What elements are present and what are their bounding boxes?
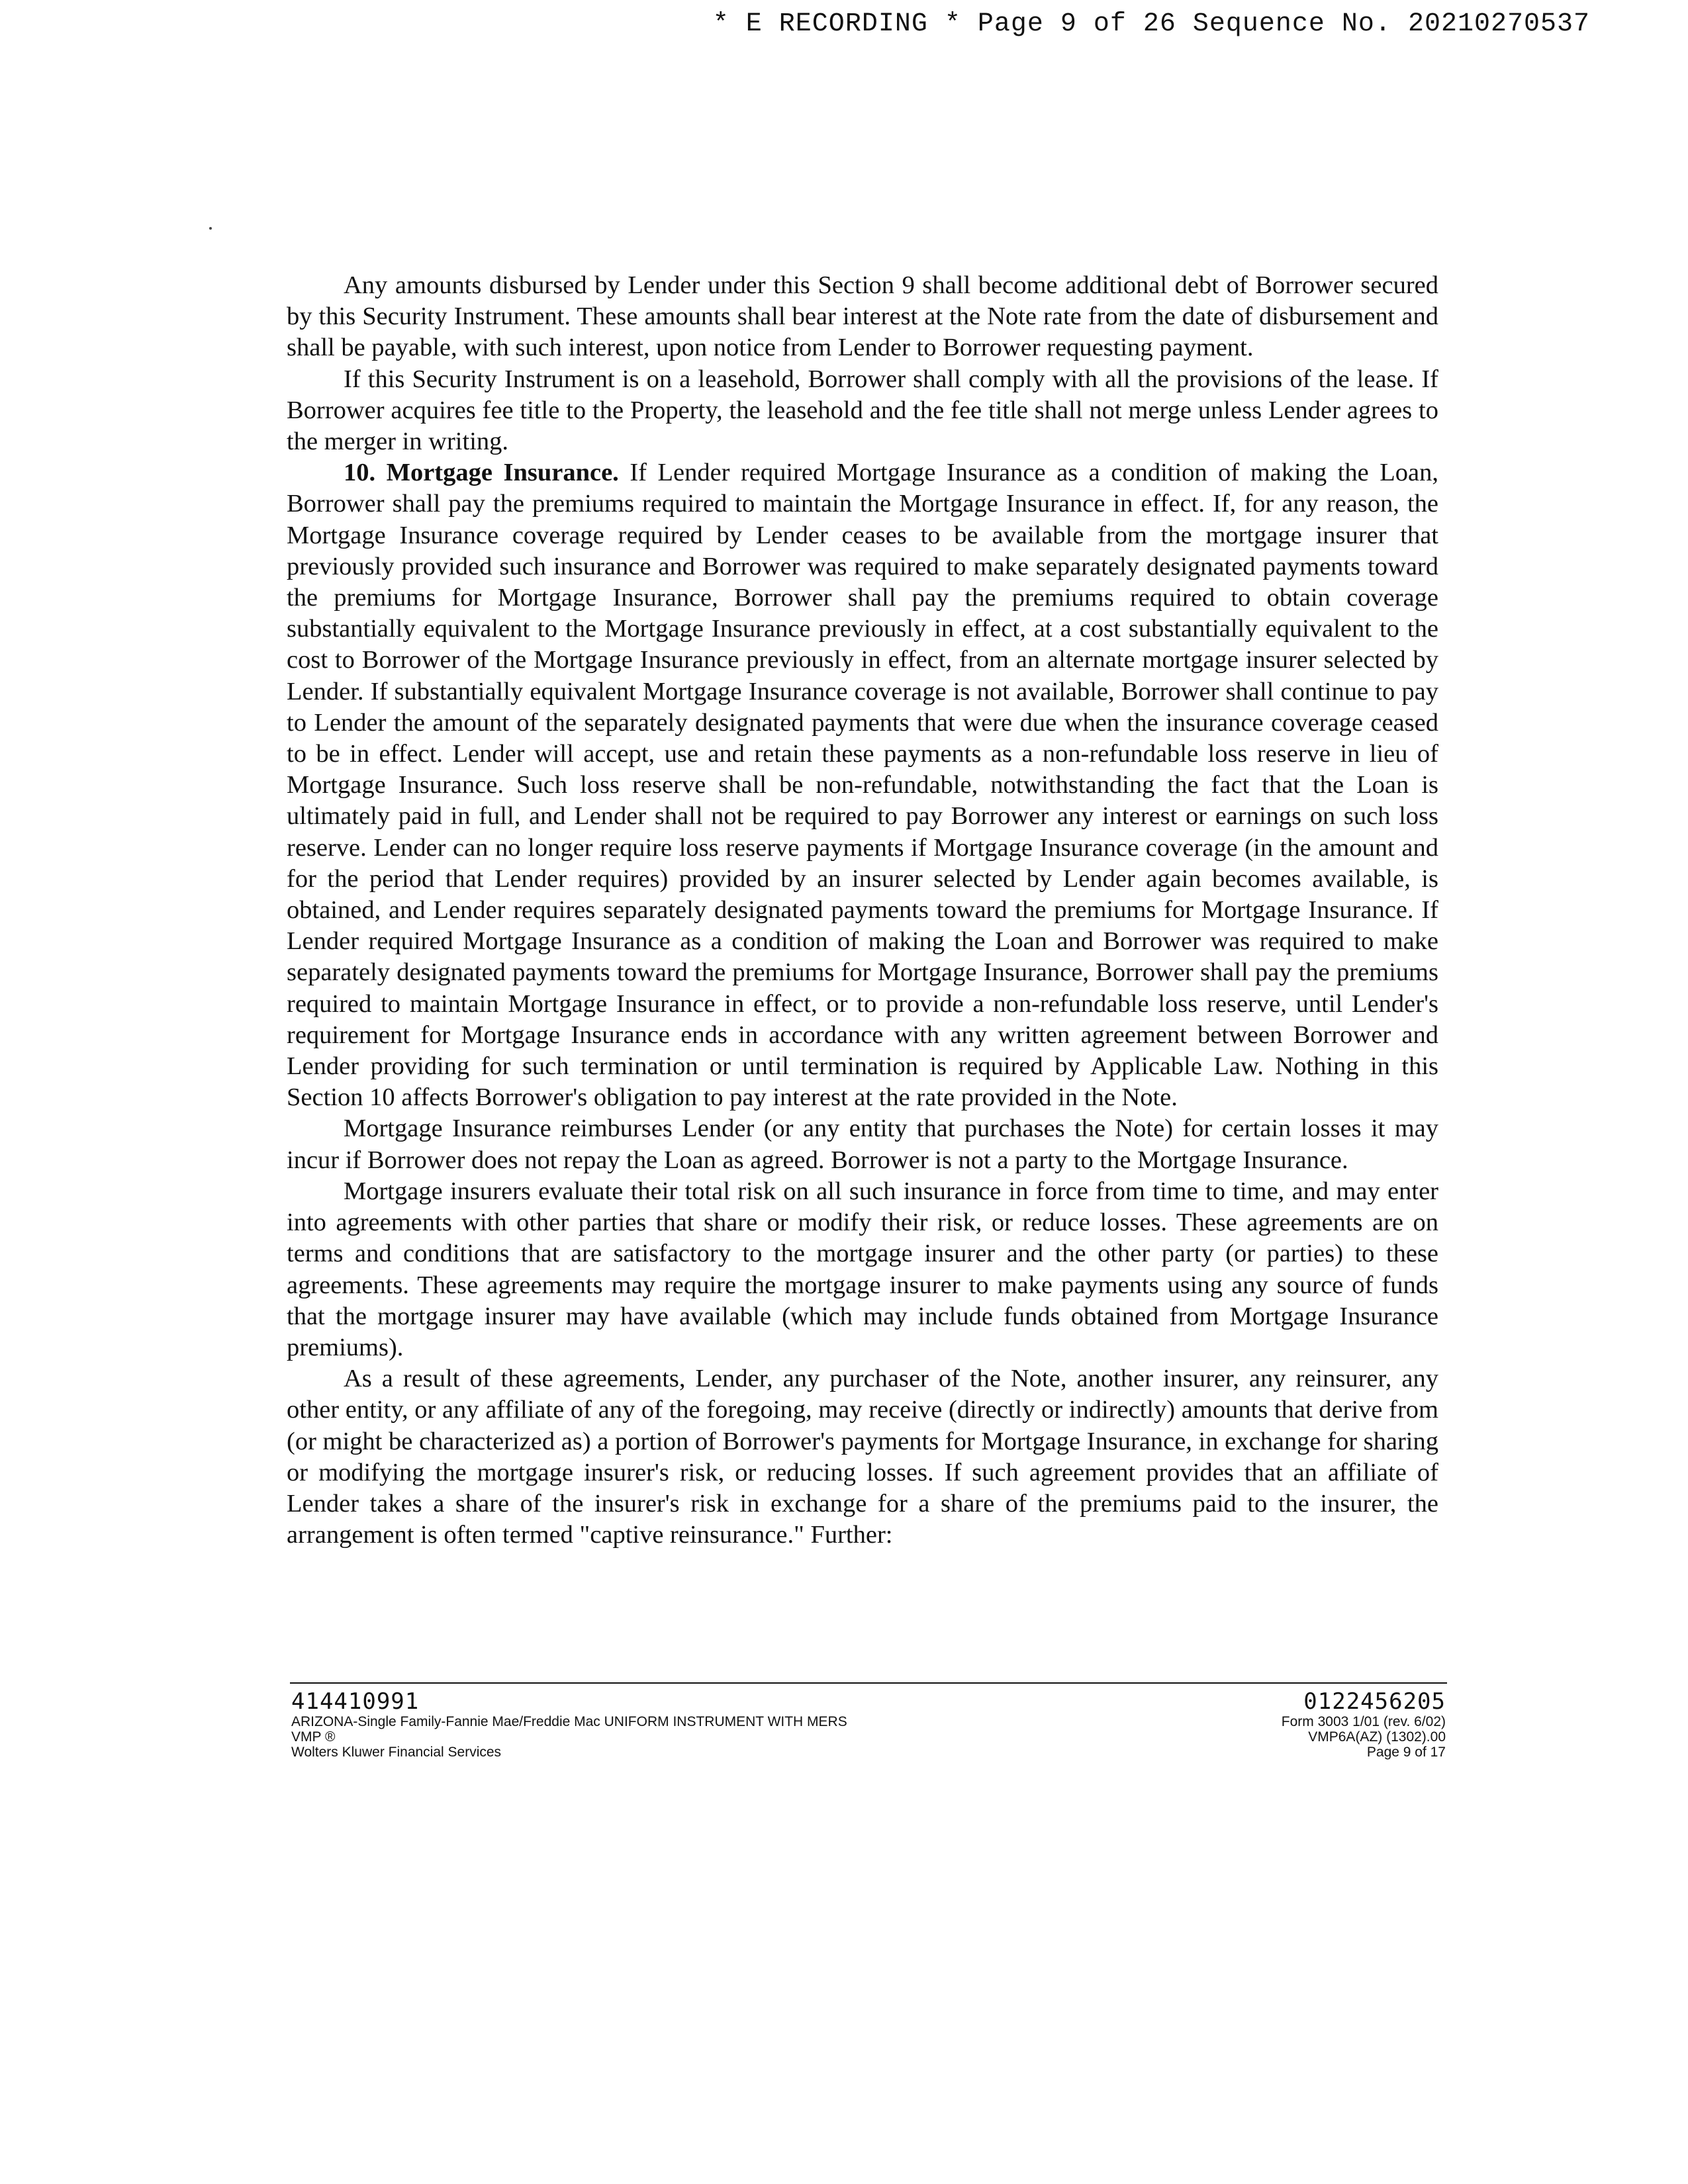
section-10-heading: 10. Mortgage Insurance. [344, 459, 619, 487]
section-10-text: If Lender required Mortgage Insurance as a condition of making the Loan, Borrower shall pay the premiums required to maintain the Mortgage Insurance in effect. If, for any reason, the Mortgage Insurance coverage required by Lender ceases to be available from the mortgage insurer that previously provided such insurance and Borrower was required to make separately designated payments toward the premiums for Mortgage Insurance, Borrower shall pay the premiums required to obtain coverage substantially equivalent to the Mortgage Insurance previously in effect, at a cost substantially equivalent to the cost to Borrower of the Mortgage Insurance previously in effect, from an alternate mortgage insurer selected by Lender. If substantially equivalent Mortgage Insurance coverage is not available, Borrower shall continue to pay to Lender the amount of the separately designated payments that were due when the insurance coverage ceased to be in effect. Lender will accept, use and retain these payments as a non-refundable loss reserve in lieu of Mortgage Insurance. Such loss reserve shall be non-refundable, notwithstanding the fact that the Loan is ultimately paid in full, and Lender shall not be required to pay Borrower any interest or earnings on such loss reserve. Lender can no longer require loss reserve payments if Mortgage Insurance coverage (in the amount and for the period that Lender requires) provided by an insurer selected by Lender again becomes available, is obtained, and Lender requires separately designated payments toward the premiums for Mortgage Insurance. If Lender required Mortgage Insurance as a condition of making the Loan and Borrower was required to make separately designated payments toward the premiums for Mortgage Insurance, Borrower shall pay the premiums required to maintain Mortgage Insurance in effect, or to provide a non-refundable loss reserve, until Lender's requirement for Mortgage Insurance ends in accordance with any written agreement between Borrower and Lender providing for such termination or until termination is required by Applicable Law. Nothing in this Section 10 affects Borrower's obligation to pay interest at the rate provided in the Note. [287, 459, 1438, 1112]
paragraph-mi-reimburses: Mortgage Insurance reimburses Lender (or any entity that purchases the Note) for certain losses it may incur if Borrower does not repay the Loan as agreed. Borrower is not a party to the Mortgage Insurance. [287, 1115, 1438, 1174]
paragraph-mi-agreements-result: As a result of these agreements, Lender, any purchaser of the Note, another insurer, any reinsurer, any other entity, or any affiliate of any of the foregoing, may receive (directly or indirectly) amounts that derive from (or might be characterized as) a portion of Borrower's payments for Mortgage Insurance, in exchange for sharing or modifying the mortgage insurer's risk, or reducing losses. If such agreement provides that an affiliate of Lender takes a share of the insurer's risk in exchange for a share of the premiums paid to the insurer, the arrangement is often termed "captive reinsurance." Further: [287, 1365, 1438, 1549]
scan-speck [209, 227, 212, 230]
document-body [287, 270, 1438, 1551]
paragraph-mi-insurers-evaluate: Mortgage insurers evaluate their total risk on all such insurance in force from time to time, and may enter into agreements with other parties that share or modify their risk, or reduce losses. These agreements are on terms and conditions that are satisfactory to the mortgage insurer and the other party (or parties) to these agreements. These agreements may require the mortgage insurer to make payments using any source of funds that the mortgage insurer may have available (which may include funds obtained from Mortgage Insurance premiums). [287, 1177, 1438, 1361]
footer-left-number: 414410991 [291, 1688, 420, 1715]
footer-vmp: VMP ® [291, 1729, 336, 1745]
footer-form-number: Form 3003 1/01 (rev. 6/02) [1281, 1714, 1446, 1729]
paragraph-section10 [287, 457, 1438, 1113]
recording-header: * E RECORDING * Page 9 of 26 Sequence No. 20210270537 [712, 9, 1590, 39]
footer-left-block [291, 1689, 847, 1760]
footer-page-count: Page 9 of 17 [1366, 1745, 1446, 1760]
footer-form-code: VMP6A(AZ) (1302).00 [1308, 1729, 1446, 1745]
paragraph-section9-disbursement: Any amounts disbursed by Lender under this Section 9 shall become additional debt of Borrower secured by this Security Instrument. These amounts shall bear interest at the Note rate from the date of disbursement and shall be payable, with such interest, upon notice from Lender to Borrower requesting payment. [287, 271, 1438, 362]
footer-publisher: Wolters Kluwer Financial Services [291, 1745, 502, 1760]
footer-right-block [1282, 1689, 1446, 1760]
footer-form-title: ARIZONA-Single Family-Fannie Mae/Freddie Mac UNIFORM INSTRUMENT WITH MERS [291, 1714, 847, 1729]
footer-right-number: 0122456205 [1303, 1688, 1446, 1715]
footer-divider [290, 1682, 1447, 1684]
paragraph-leasehold: If this Security Instrument is on a leasehold, Borrower shall comply with all the provisions of the lease. If Borrower acquires fee title to the Property, the leasehold and the fee title shall not merge unless Lender agrees to the merger in writing. [287, 365, 1438, 456]
